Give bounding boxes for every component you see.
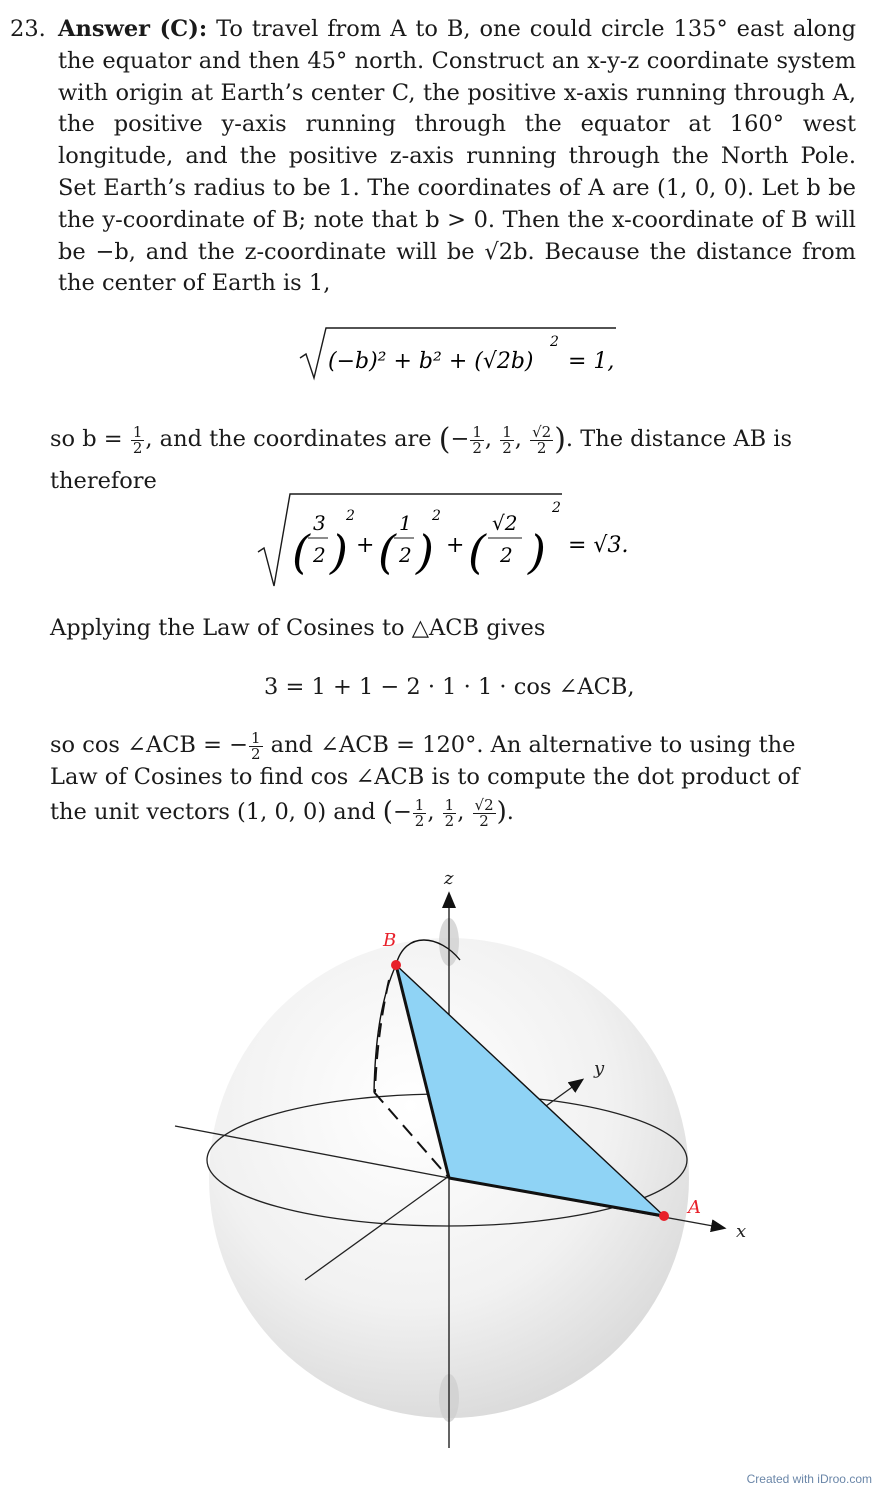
paren3: (	[468, 525, 486, 579]
f2n: 1	[399, 511, 412, 535]
paren1: (	[292, 525, 310, 579]
exp1: 2	[346, 508, 355, 524]
uv-fc: $\frac{√2}{2}$	[474, 795, 494, 830]
label-z: z	[444, 868, 454, 889]
ab-distance-equation	[256, 490, 656, 596]
frac-one-half: $\frac{1}{2}$	[132, 422, 143, 457]
so-b-line: so b = $\frac{1}{2}$ , and the coordinates are (− $\frac{1}{2}$ , $\frac{1}{2}$ , $\frac{√2}{2}$ ). The distance AB is	[50, 422, 793, 458]
distance-eq-rhs: = 1,	[568, 349, 615, 374]
distance-equation	[298, 322, 628, 388]
uv-close: )	[496, 797, 507, 828]
law-of-cosines-text: 3 = 1 + 1 − 2 · 1 · 1 · cos ∠ACB,	[264, 674, 635, 700]
so-b-prefix: so b =	[50, 426, 123, 452]
sphere-figure	[0, 860, 888, 1490]
plus1: +	[356, 533, 375, 558]
f3n: √2	[492, 511, 518, 535]
point-b	[391, 960, 401, 970]
point-a	[659, 1211, 669, 1221]
uv-open: (	[382, 797, 393, 828]
paren2c: )	[416, 525, 434, 579]
solution-intro-text: To travel from A to B, one could circle 135° east along the equator and then 45° north. Construct an x-y-z coordinate system with origin at Earth’s center C, the positive x-axis running through A, the positive y-axis running through the equator at 160° west longitude, and the positive z-axis running through the North Pole. Set Earth’s radius to be 1. The coordinates of A are (1, 0, 0). Let b be the y-coordinate of B; note that b > 0. Then the x-coordinate of B will be −b, and the z-coordinate will be √2b. Because the distance from the center of Earth is 1,	[58, 16, 856, 297]
ab-distance-rhs: = √3.	[568, 533, 629, 558]
paren2: (	[378, 525, 396, 579]
conclusion-3: the unit vectors (1, 0, 0) and	[50, 799, 376, 825]
conclusion-line-2	[50, 762, 848, 794]
uv-fb: $\frac{1}{2}$	[444, 795, 455, 830]
conclusion-1a: so cos ∠ACB = −	[50, 732, 248, 758]
answer-label: Answer (C):	[58, 16, 208, 42]
frac-b: $\frac{1}{2}$	[502, 422, 512, 457]
label-b: B	[383, 930, 397, 951]
paren3c: )	[528, 525, 546, 579]
conclusion-2: Law of Cosines to find cos ∠ACB is to compute the dot product of	[50, 764, 800, 790]
conclusion-1b: and ∠ACB = 120°. An alternative to using the	[270, 732, 796, 758]
law-of-cosines-intro	[50, 613, 848, 645]
frac-a: $\frac{1}{2}$	[472, 422, 482, 457]
law-of-cosines-equation	[264, 671, 635, 703]
label-x: x	[736, 1221, 747, 1242]
footer-credit[interactable]: Created with iDroo.com	[746, 1472, 872, 1486]
coords-close-paren: )	[554, 422, 566, 458]
f1d: 2	[313, 543, 326, 567]
coords-open-paren: (	[438, 422, 451, 458]
label-y: y	[594, 1058, 605, 1079]
frac-c: $\frac{√2}{2}$	[532, 422, 552, 457]
f1n: 3	[313, 511, 326, 535]
exp3: 2	[552, 500, 561, 516]
therefore-word: therefore	[50, 468, 157, 494]
conclusion-line-1	[50, 730, 848, 762]
f2d: 2	[399, 543, 412, 567]
label-a: A	[688, 1197, 701, 1218]
distance-eq-exp: 2	[550, 334, 559, 350]
f3d: 2	[500, 543, 513, 567]
conclusion-line-3: the unit vectors (1, 0, 0) and (− $\frac{1}{2}$ , $\frac{1}{2}$ , $\frac{√2}{2}$ ).	[50, 795, 514, 830]
exp2: 2	[432, 508, 441, 524]
problem-number: 23.	[10, 16, 46, 42]
uv-fa: $\frac{1}{2}$	[414, 795, 425, 830]
solution-paragraph	[10, 14, 856, 300]
frac-neg-half: $\frac{1}{2}$	[250, 728, 261, 763]
distance-eq-body: (−b)² + b² + (√2b)	[328, 349, 534, 374]
so-b-middle: , and the coordinates are	[145, 426, 432, 452]
ab-distance-graphic	[256, 490, 656, 590]
law-of-cosines-intro-text: Applying the Law of Cosines to △ACB gives	[50, 615, 546, 641]
plus2: +	[446, 533, 465, 558]
paren1c: )	[330, 525, 348, 579]
distance-equation-graphic	[298, 322, 628, 382]
so-b-suffix: . The distance AB is	[565, 426, 793, 452]
